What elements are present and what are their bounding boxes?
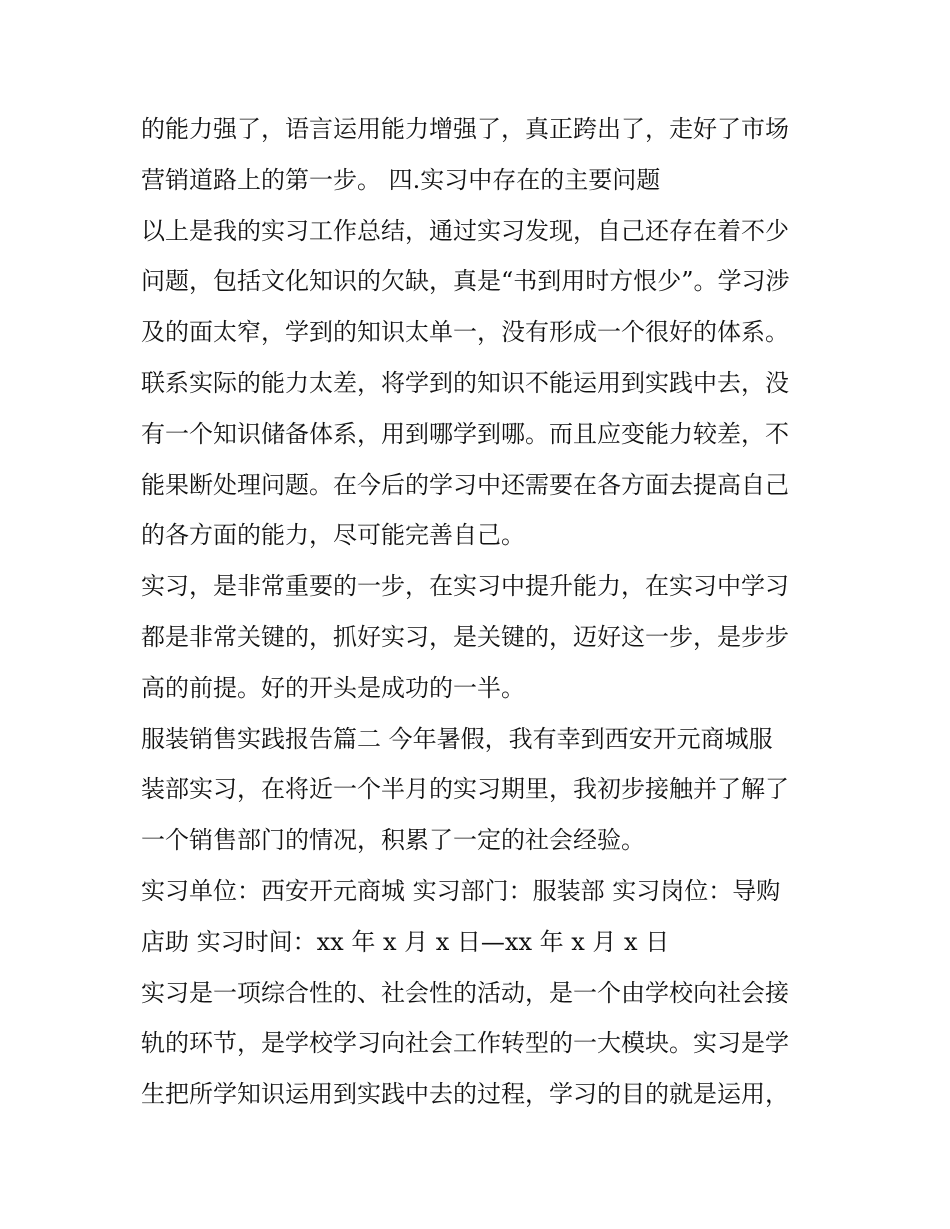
text-line: 有一个知识储备体系，用到哪学到哪。而且应变能力较差，不	[141, 419, 789, 448]
text-line: 实习，是非常重要的一步，在实习中提升能力，在实习中学习	[141, 572, 789, 601]
text-line: 以上是我的实习工作总结，通过实习发现，自己还存在着不少	[141, 216, 789, 245]
text-line: 高的前提。好的开头是成功的一半。	[141, 673, 525, 702]
text-line: 装部实习，在将近一个半月的实习期里，我初步接触并了解了	[141, 775, 789, 804]
text-line: 实习是一项综合性的、社会性的活动，是一个由学校向社会接	[141, 978, 789, 1007]
text-line: 联系实际的能力太差，将学到的知识不能运用到实践中去，没	[141, 368, 789, 397]
text-line: 的能力强了，语言运用能力增强了，真正跨出了，走好了市场	[141, 115, 789, 143]
text-line: 都是非常关键的，抓好实习，是关键的，迈好这一步，是步步	[141, 622, 789, 651]
text-line: 的各方面的能力，尽可能完善自己。	[141, 521, 525, 550]
text-line: 实习单位：西安开元商城 实习部门：服装部 实习岗位：导购	[141, 876, 781, 905]
body-text	[141, 104, 821, 1120]
text-line: 店助 实习时间：xx 年 x 月 x 日—xx 年 x 月 x 日	[141, 927, 670, 956]
text-line: 及的面太窄，学到的知识太单一，没有形成一个很好的体系。	[141, 318, 789, 347]
text-line: 营销道路上的第一步。 四.实习中存在的主要问题	[141, 165, 661, 194]
text-line: 问题，包括文化知识的欠缺，真是“书到用时方恨少”。学习涉	[141, 267, 790, 296]
text-line: 轨的环节，是学校学习向社会工作转型的一大模块。实习是学	[141, 1029, 789, 1058]
text-line: 生把所学知识运用到实践中去的过程，学习的目的就是运用，	[141, 1080, 789, 1109]
text-line: 一个销售部门的情况，积累了一定的社会经验。	[141, 826, 645, 855]
text-line: 能果断处理问题。在今后的学习中还需要在各方面去提高自己	[141, 470, 789, 499]
text-line: 服装销售实践报告篇二 今年暑假，我有幸到西安开元商城服	[141, 724, 773, 753]
